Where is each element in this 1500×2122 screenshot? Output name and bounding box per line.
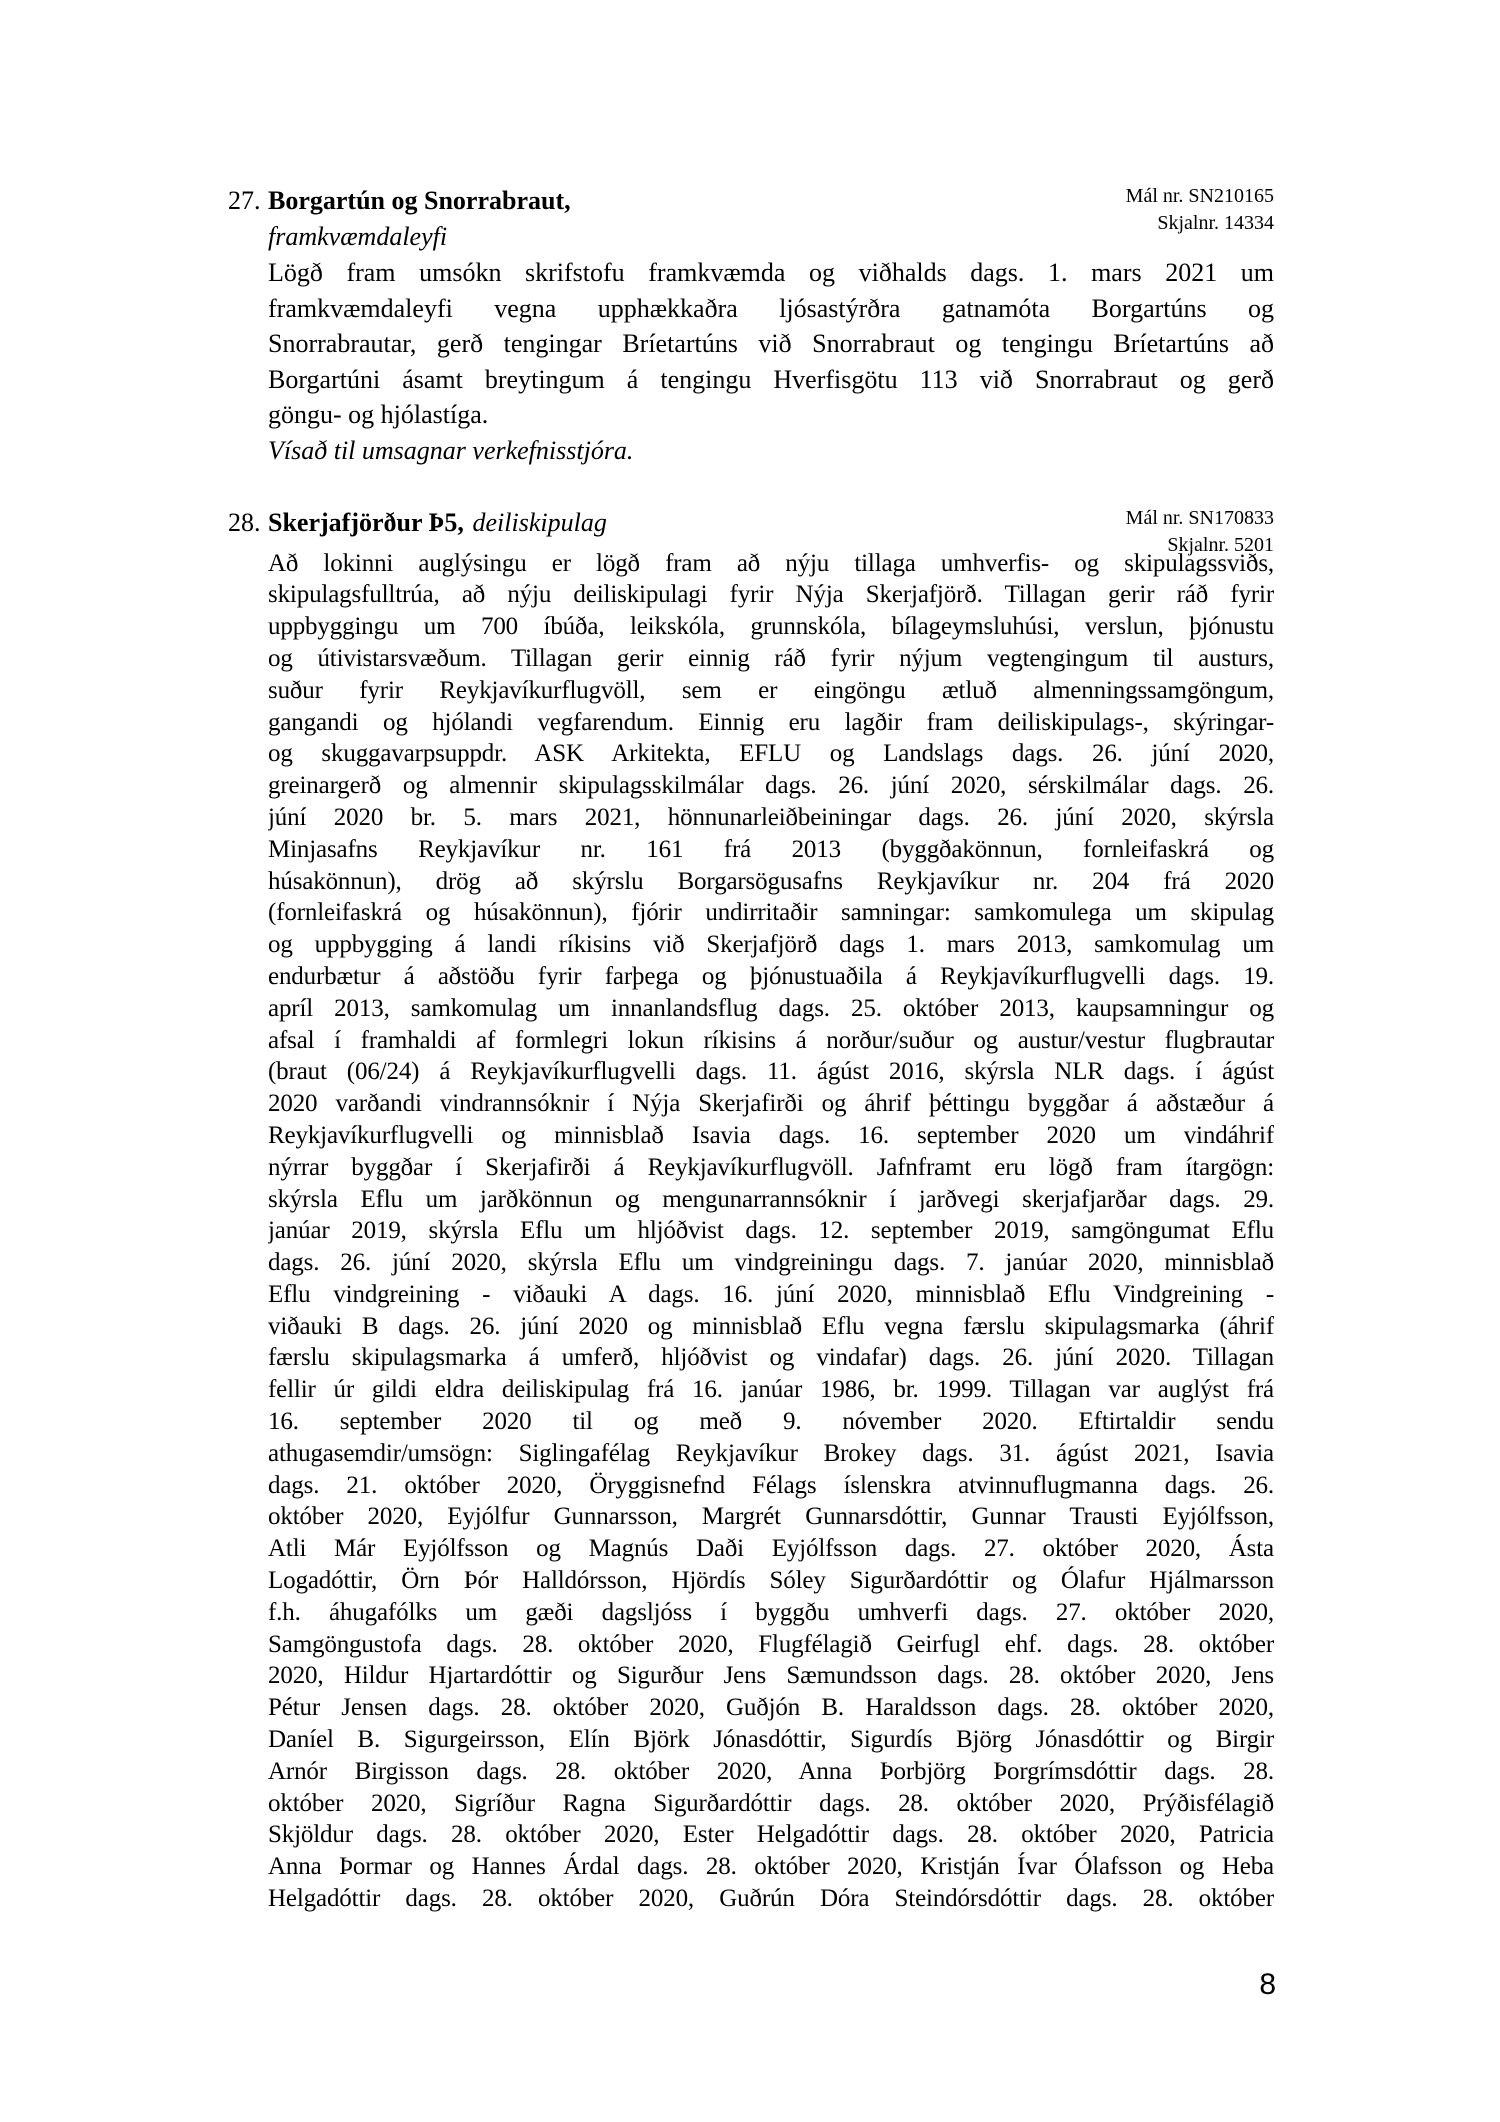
body-line: afsal í framhaldi af formlegri lokun ríkisins á norður/suður og austur/vestur flugbrautar: [268, 1026, 1274, 1054]
body-line: Atli Már Eyjólfsson og Magnús Daði Eyjólfsson dags. 27. október 2020, Ásta: [268, 1535, 1274, 1563]
body-line: Logadóttir, Örn Þór Halldórsson, Hjördís Sóley Sigurðardóttir og Ólafur Hjálmarsson: [268, 1567, 1274, 1595]
body-line: f.h. áhugafólks um gæði dagsljóss í byggðu umhverfi dags. 27. október 2020,: [268, 1598, 1274, 1626]
body-line: (braut (06/24) á Reykjavíkurflugvelli dags. 11. ágúst 2016, skýrsla NLR dags. í ágúst: [268, 1058, 1274, 1086]
body-line: Eflu vindgreining - viðauki A dags. 16. júní 2020, minnisblað Eflu Vindgreining -: [268, 1280, 1274, 1308]
body-line: dags. 26. júní 2020, skýrsla Eflu um vindgreiningu dags. 7. janúar 2020, minnisblað: [268, 1249, 1274, 1277]
case-reference: [1126, 505, 1274, 559]
body-line: Lögð fram umsókn skrifstofu framkvæmda og viðhalds dags. 1. mars 2021 um: [268, 258, 1274, 287]
body-line: gangandi og hjólandi vegfarendum. Einnig eru lagðir fram deiliskipulags-, skýringar-: [268, 708, 1274, 736]
body-line: viðauki B dags. 26. júní 2020 og minnisblað Eflu vegna færslu skipulagsmarka (áhrif: [268, 1312, 1274, 1340]
body-line: apríl 2013, samkomulag um innanlandsflug dags. 25. október 2013, kaupsamningur og: [268, 994, 1274, 1022]
item-title: [268, 505, 1274, 541]
body-line: júní 2020 br. 5. mars 2021, hönnunarleiðbeiningar dags. 26. júní 2020, skýrsla: [268, 803, 1274, 831]
body-line: suður fyrir Reykjavíkurflugvöll, sem er eingöngu ætluð almenningssamgöngum,: [268, 676, 1274, 704]
body-line: athugasemdir/umsögn: Siglingafélag Reykjavíkur Brokey dags. 31. ágúst 2021, Isavia: [268, 1439, 1274, 1467]
item-title-text: Borgartún og Snorrabraut,: [268, 186, 571, 215]
body-line: endurbætur á aðstöðu fyrir farþega og þjónustuaðila á Reykjavíkurflugvelli dags. 19.: [268, 962, 1274, 990]
body-line: skýrsla Eflu um jarðkönnun og mengunarrannsóknir í jarðvegi skerjafjarðar dags. 29.: [268, 1185, 1274, 1213]
body-line: október 2020, Eyjólfur Gunnarsson, Margrét Gunnarsdóttir, Gunnar Trausti Eyjólfsson,: [268, 1503, 1274, 1531]
body-line: Pétur Jensen dags. 28. október 2020, Guðjón B. Haraldsson dags. 28. október 2020,: [268, 1694, 1274, 1722]
item-subtitle: framkvæmdaleyfi: [268, 222, 448, 251]
item-number: 27.: [228, 186, 261, 215]
case-reference: [1126, 183, 1274, 237]
body-line: húsakönnun), drög að skýrslu Borgarsögusafns Reykjavíkur nr. 204 frá 2020: [268, 867, 1274, 895]
body-line: Arnór Birgisson dags. 28. október 2020, Anna Þorbjörg Þorgrímsdóttir dags. 28.: [268, 1757, 1274, 1785]
body-line: Samgöngustofa dags. 28. október 2020, Flugfélagið Geirfugl ehf. dags. 28. október: [268, 1630, 1274, 1658]
body-line: 2020, Hildur Hjartardóttir og Sigurður Jens Sæmundsson dags. 28. október 2020, Jens: [268, 1662, 1274, 1690]
document-number: Skjalnr. 5201: [1167, 533, 1274, 556]
body-line: Reykjavíkurflugvelli og minnisblað Isavia dags. 16. september 2020 um vindáhrif: [268, 1121, 1274, 1149]
body-line: Minjasafns Reykjavíkur nr. 161 frá 2013 (byggðakönnun, fornleifaskrá og: [268, 835, 1274, 863]
body-line: Anna Þormar og Hannes Árdal dags. 28. október 2020, Kristján Ívar Ólafsson og Heba: [268, 1853, 1274, 1881]
body-line: færslu skipulagsmarka á umferð, hljóðvist og vindafar) dags. 26. júní 2020. Tillagan: [268, 1344, 1274, 1372]
body-line: 16. september 2020 til og með 9. nóvember 2020. Eftirtaldir sendu: [268, 1408, 1274, 1436]
body-line: uppbyggingu um 700 íbúða, leikskóla, grunnskóla, bílageymsluhúsi, verslun, þjónustu: [268, 613, 1274, 641]
case-number: Mál nr. SN210165: [1125, 185, 1274, 207]
body-line: október 2020, Sigríður Ragna Sigurðardóttir dags. 28. október 2020, Prýðisfélagið: [268, 1789, 1274, 1817]
agenda-item-27: [228, 183, 1274, 469]
body-line: Snorrabrautar, gerð tengingar Bríetartúns við Snorrabraut og tengingu Bríetartúns að: [268, 329, 1274, 359]
body-line: (fornleifaskrá og húsakönnun), fjórir undirritaðir samningar: samkomulega um skipulag: [268, 899, 1274, 927]
body-line: og skuggavarpsuppdr. ASK Arkitekta, EFLU og Landslags dags. 26. júní 2020,: [268, 740, 1274, 768]
item-body: [268, 548, 1274, 1915]
item-content: [268, 183, 1274, 469]
item-title: [268, 183, 1274, 219]
body-line: greinargerð og almennir skipulagsskilmálar dags. 26. júní 2020, sérskilmálar dags. 26.: [268, 772, 1274, 800]
body-line: og uppbygging á landi ríkisins við Skerjafjörð dags 1. mars 2013, samkomulag um: [268, 931, 1274, 959]
body-line: Helgadóttir dags. 28. október 2020, Guðrún Dóra Steindórsdóttir dags. 28. október: [268, 1885, 1274, 1913]
item-content: [268, 505, 1274, 1915]
body-line: janúar 2019, skýrsla Eflu um hljóðvist dags. 12. september 2019, samgöngumat Eflu: [268, 1217, 1274, 1245]
case-number: Mál nr. SN170833: [1125, 506, 1274, 529]
body-line: dags. 21. október 2020, Öryggisnefnd Félags íslenskra atvinnuflugmanna dags. 26.: [268, 1471, 1274, 1499]
item-title-text: Skerjafjörður Þ5,: [268, 507, 464, 537]
item-title-type: deiliskipulag: [472, 507, 607, 537]
item-resolution: Vísað til umsagnar verkefnisstjóra.: [268, 435, 634, 465]
body-line: Að lokinni auglýsingu er lögð fram að nýju tillaga umhverfis- og skipulagssviðs,: [268, 549, 1274, 577]
body-line: göngu- og hjólastíga.: [268, 400, 489, 430]
item-body: [268, 255, 1274, 433]
body-line: skipulagsfulltrúa, að nýju deiliskipulagi fyrir Nýja Skerjafjörð. Tillagan gerir ráð fyrir: [268, 581, 1274, 609]
document-number: Skjalnr. 14334: [1157, 212, 1274, 234]
body-line: Daníel B. Sigurgeirsson, Elín Björk Jónasdóttir, Sigurdís Björg Jónasdóttir og Birgir: [268, 1726, 1274, 1754]
body-line: framkvæmdaleyfi vegna upphækkaðra ljósastýrðra gatnamóta Borgartúns og: [268, 293, 1274, 323]
page-number: 8: [1259, 1968, 1276, 2001]
body-line: 2020 varðandi vindrannsóknir í Nýja Skerjafirði og áhrif þéttingu byggðar á aðstæður á: [268, 1090, 1274, 1118]
body-line: og útivistarsvæðum. Tillagan gerir einnig ráð fyrir nýjum vegtengingum til austurs,: [268, 644, 1274, 672]
body-line: nýrrar byggðar í Skerjafirði á Reykjavíkurflugvöll. Jafnframt eru lögð fram ítargögn:: [268, 1153, 1274, 1181]
body-line: fellir úr gildi eldra deiliskipulag frá 16. janúar 1986, br. 1999. Tillagan var auglýst frá: [268, 1376, 1274, 1404]
agenda-item-28: [228, 505, 1274, 1915]
body-line: Borgartúni ásamt breytingum á tengingu Hverfisgötu 113 við Snorrabraut og gerð: [268, 364, 1274, 394]
item-number: 28.: [228, 507, 261, 537]
body-line: Skjöldur dags. 28. október 2020, Ester Helgadóttir dags. 28. október 2020, Patricia: [268, 1821, 1274, 1849]
